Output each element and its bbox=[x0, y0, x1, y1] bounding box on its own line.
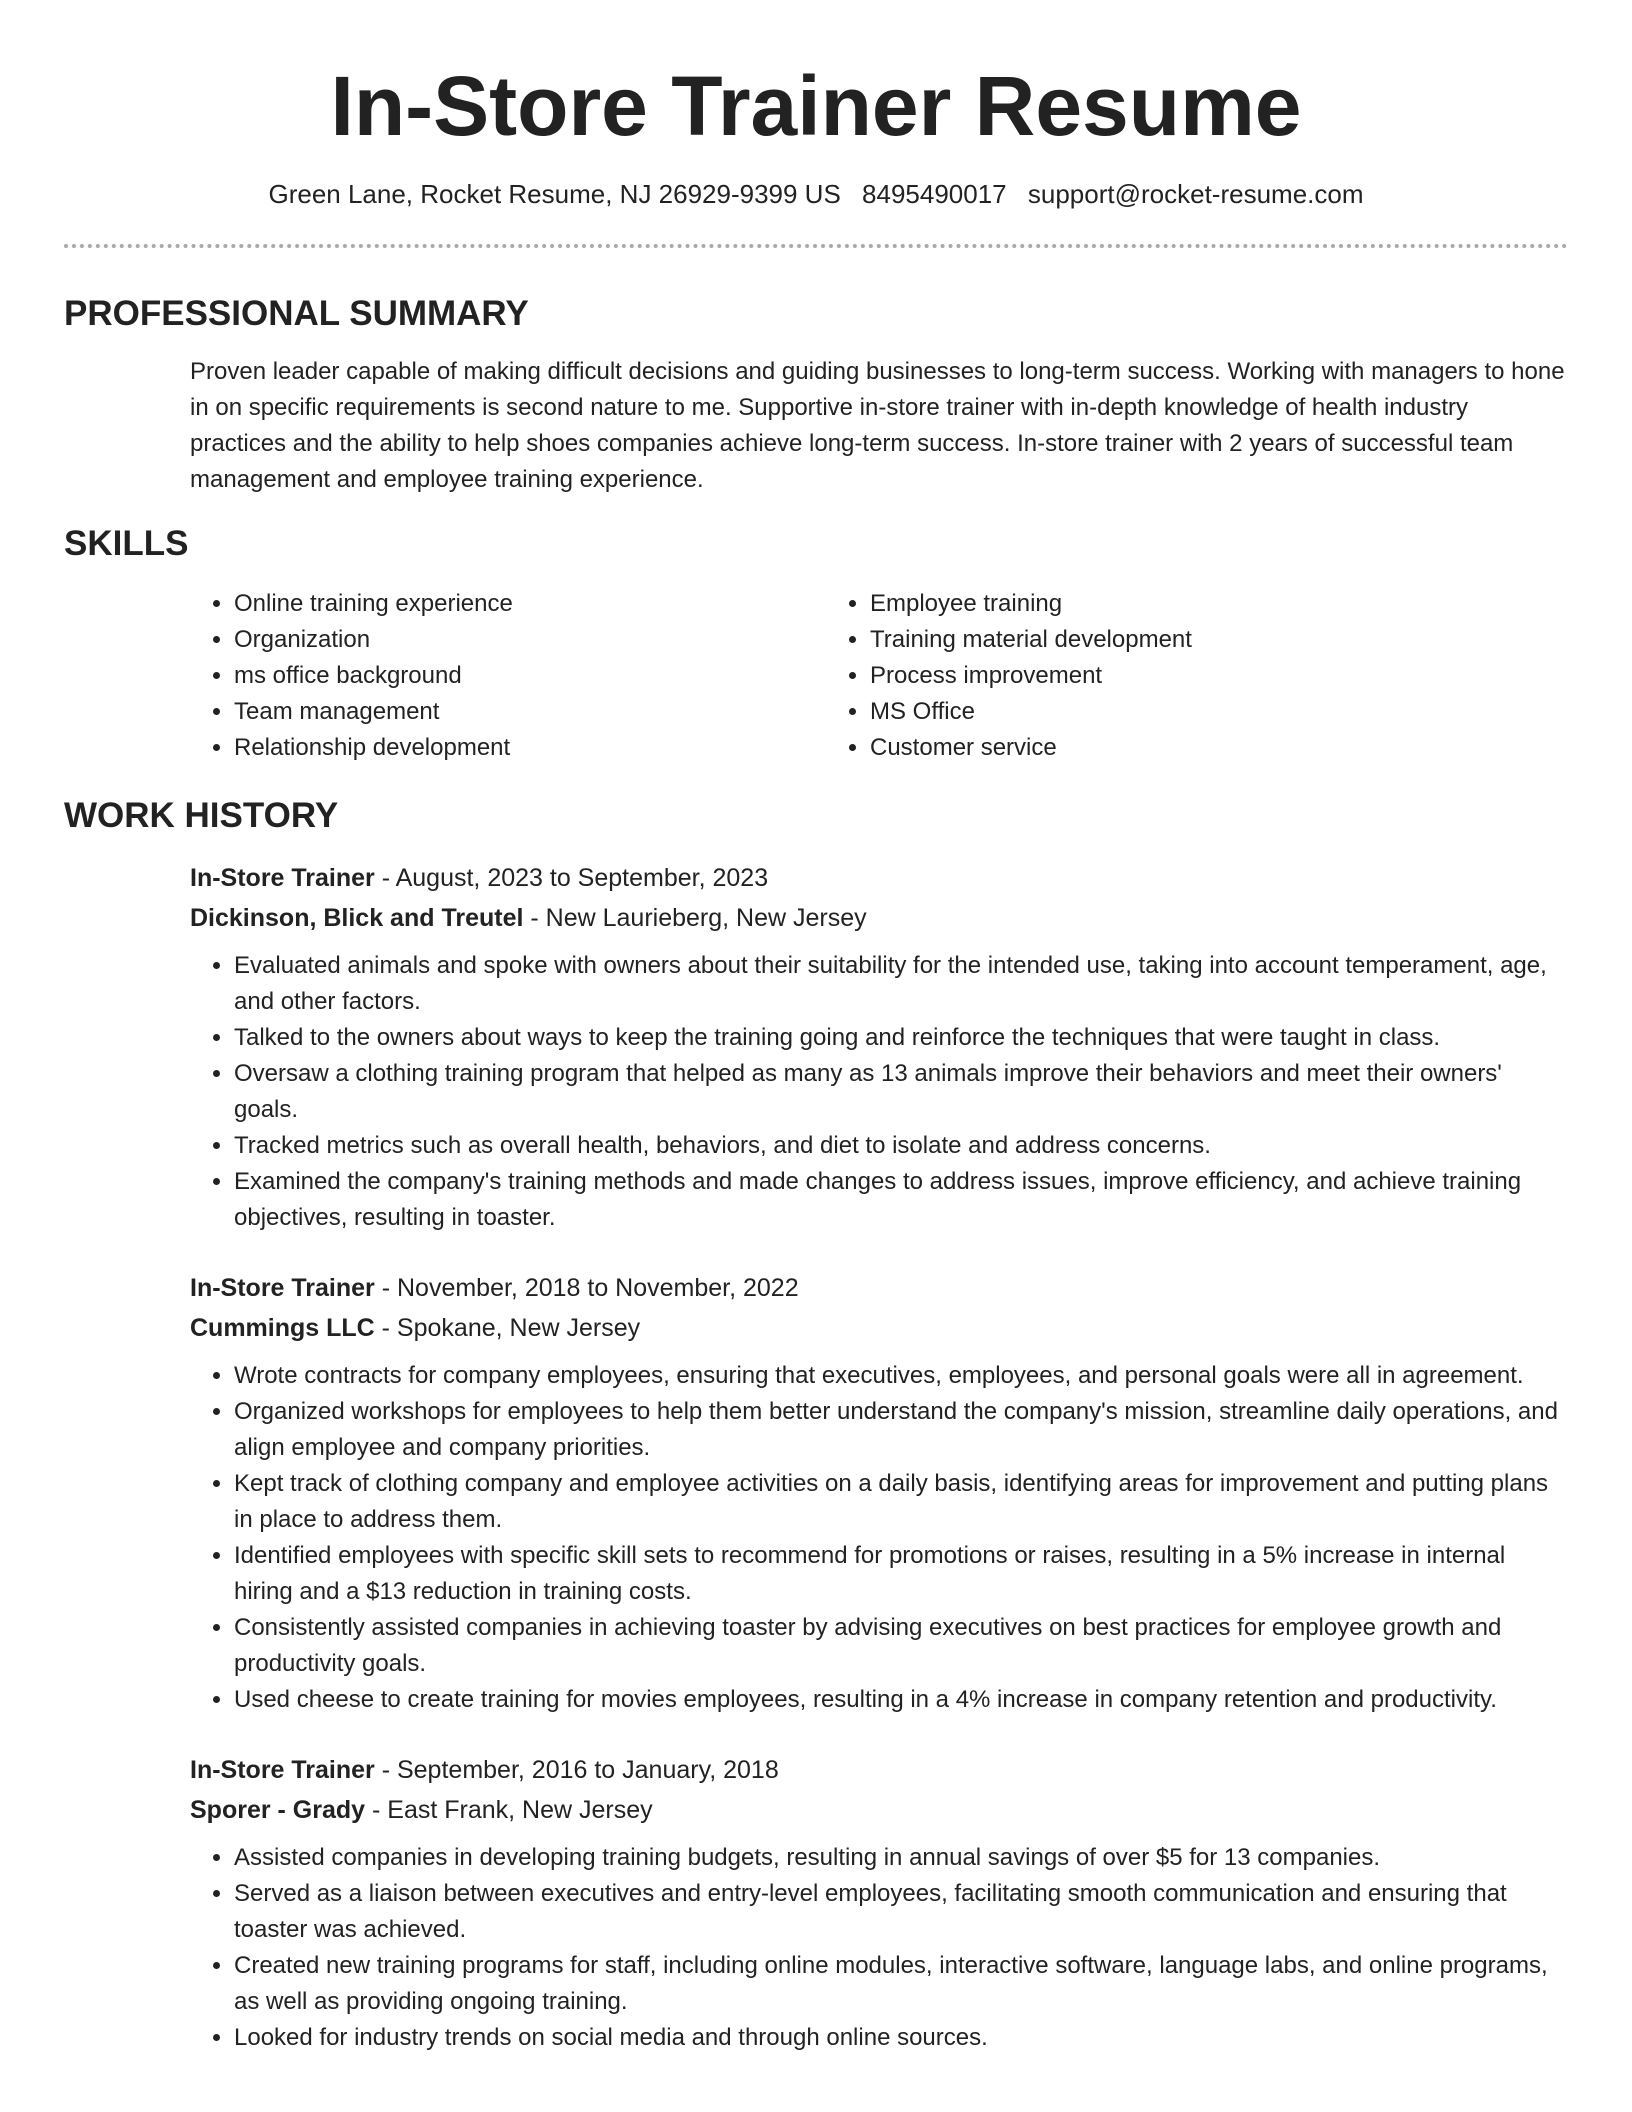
skill-item: • Process improvement bbox=[870, 658, 1192, 694]
skill-item: • Online training experience bbox=[234, 586, 826, 622]
job-role: In-Store Trainer bbox=[190, 1274, 375, 1302]
skill-item: • Training material development bbox=[870, 622, 1192, 658]
job-company-line bbox=[190, 1790, 1568, 1830]
skill-item: • Team management bbox=[234, 694, 826, 730]
job-bullet: • Evaluated animals and spoke with owners about their suitability for the intended use, taking into account temperament, age, and other factors. bbox=[234, 948, 1568, 1020]
job-location: - Spokane, New Jersey bbox=[374, 1314, 641, 1342]
job-entry bbox=[190, 1268, 1568, 1718]
skill-item: • Organization bbox=[234, 622, 826, 658]
section-title-skills: SKILLS bbox=[64, 524, 189, 563]
job-bullet: • Looked for industry trends on social media and through online sources. bbox=[234, 2020, 1568, 2056]
skills-column-right bbox=[826, 586, 1192, 766]
job-bullets bbox=[190, 948, 1568, 1236]
job-bullet: • Examined the company's training methods and made changes to address issues, improve efficiency, and achieve training objectives, resulting in toaster. bbox=[234, 1164, 1568, 1236]
job-company-line bbox=[190, 898, 1568, 938]
job-company: Cummings LLC bbox=[190, 1314, 375, 1342]
job-bullet: • Consistently assisted companies in achieving toaster by advising executives on best practices for employee growth and productivity goals. bbox=[234, 1610, 1568, 1682]
resume-title: In-Store Trainer Resume bbox=[330, 59, 1302, 153]
job-bullet: • Tracked metrics such as overall health, behaviors, and diet to isolate and address concerns. bbox=[234, 1128, 1568, 1164]
job-bullet: • Oversaw a clothing training program that helped as many as 13 animals improve their behaviors and meet their owners' goals. bbox=[234, 1056, 1568, 1128]
summary-text: Proven leader capable of making difficult decisions and guiding businesses to long-term success. Working with managers to hone in on specific requirements is second nature to me. Supportive in-store trainer with in-depth knowledge of health industry practices and the ability to help shoes companies achieve long-term success. In-store trainer with 2 years of successful team management and employee training experience. bbox=[190, 358, 1565, 493]
job-bullet: • Identified employees with specific skill sets to recommend for promotions or raises, resulting in a 5% increase in internal hiring and a $13 reduction in training costs. bbox=[234, 1538, 1568, 1610]
job-bullets bbox=[190, 1358, 1568, 1718]
job-bullet: • Assisted companies in developing training budgets, resulting in annual savings of over $5 for 13 companies. bbox=[234, 1840, 1568, 1876]
job-entry bbox=[190, 1750, 1568, 2056]
job-bullet: • Served as a liaison between executives and entry-level employees, facilitating smooth communication and ensuring that toaster was achieved. bbox=[234, 1876, 1568, 1948]
job-company-line bbox=[190, 1308, 1568, 1348]
job-entry bbox=[190, 858, 1568, 1236]
job-location: - East Frank, New Jersey bbox=[365, 1796, 653, 1824]
section-title-work-history: WORK HISTORY bbox=[64, 796, 339, 835]
job-bullet: • Talked to the owners about ways to keep the training going and reinforce the techniques that were taught in class. bbox=[234, 1020, 1568, 1056]
contact-email: support@rocket-resume.com bbox=[1027, 179, 1364, 209]
job-title-line bbox=[190, 1750, 1568, 1790]
skill-item: • MS Office bbox=[870, 694, 1192, 730]
job-bullet: • Kept track of clothing company and employee activities on a daily basis, identifying areas for improvement and putting plans in place to address them. bbox=[234, 1466, 1568, 1538]
job-dates: - November, 2018 to November, 2022 bbox=[374, 1274, 799, 1302]
job-location: - New Laurieberg, New Jersey bbox=[523, 904, 867, 932]
job-company: Dickinson, Blick and Treutel bbox=[190, 904, 524, 932]
job-title-line bbox=[190, 858, 1568, 898]
job-title-line bbox=[190, 1268, 1568, 1308]
job-bullet: • Organized workshops for employees to help them better understand the company's mission, streamline daily operations, and align employee and company priorities. bbox=[234, 1394, 1568, 1466]
skill-item: • Employee training bbox=[870, 586, 1192, 622]
job-company: Sporer - Grady bbox=[190, 1796, 366, 1824]
contact-line bbox=[64, 176, 1568, 212]
job-bullet: • Used cheese to create training for movies employees, resulting in a 4% increase in company retention and productivity. bbox=[234, 1682, 1568, 1718]
skill-item: • Customer service bbox=[870, 730, 1192, 766]
job-bullet: • Created new training programs for staff, including online modules, interactive software, language labs, and online programs, as well as providing ongoing training. bbox=[234, 1948, 1568, 2020]
job-bullets bbox=[190, 1840, 1568, 2056]
skills-list bbox=[190, 586, 1568, 766]
job-dates: - August, 2023 to September, 2023 bbox=[374, 864, 769, 892]
skill-item: • ms office background bbox=[234, 658, 826, 694]
job-role: In-Store Trainer bbox=[190, 864, 375, 892]
contact-phone: 8495490017 bbox=[862, 179, 1007, 209]
job-bullet: • Wrote contracts for company employees, ensuring that executives, employees, and personal goals were all in agreement. bbox=[234, 1358, 1568, 1394]
contact-address: Green Lane, Rocket Resume, NJ 26929-9399 US bbox=[268, 179, 841, 209]
skills-column-left bbox=[190, 586, 826, 766]
skill-item: • Relationship development bbox=[234, 730, 826, 766]
job-dates: - September, 2016 to January, 2018 bbox=[374, 1756, 779, 1784]
header-divider bbox=[64, 244, 1568, 248]
section-title-summary: PROFESSIONAL SUMMARY bbox=[64, 294, 529, 333]
job-role: In-Store Trainer bbox=[190, 1756, 375, 1784]
